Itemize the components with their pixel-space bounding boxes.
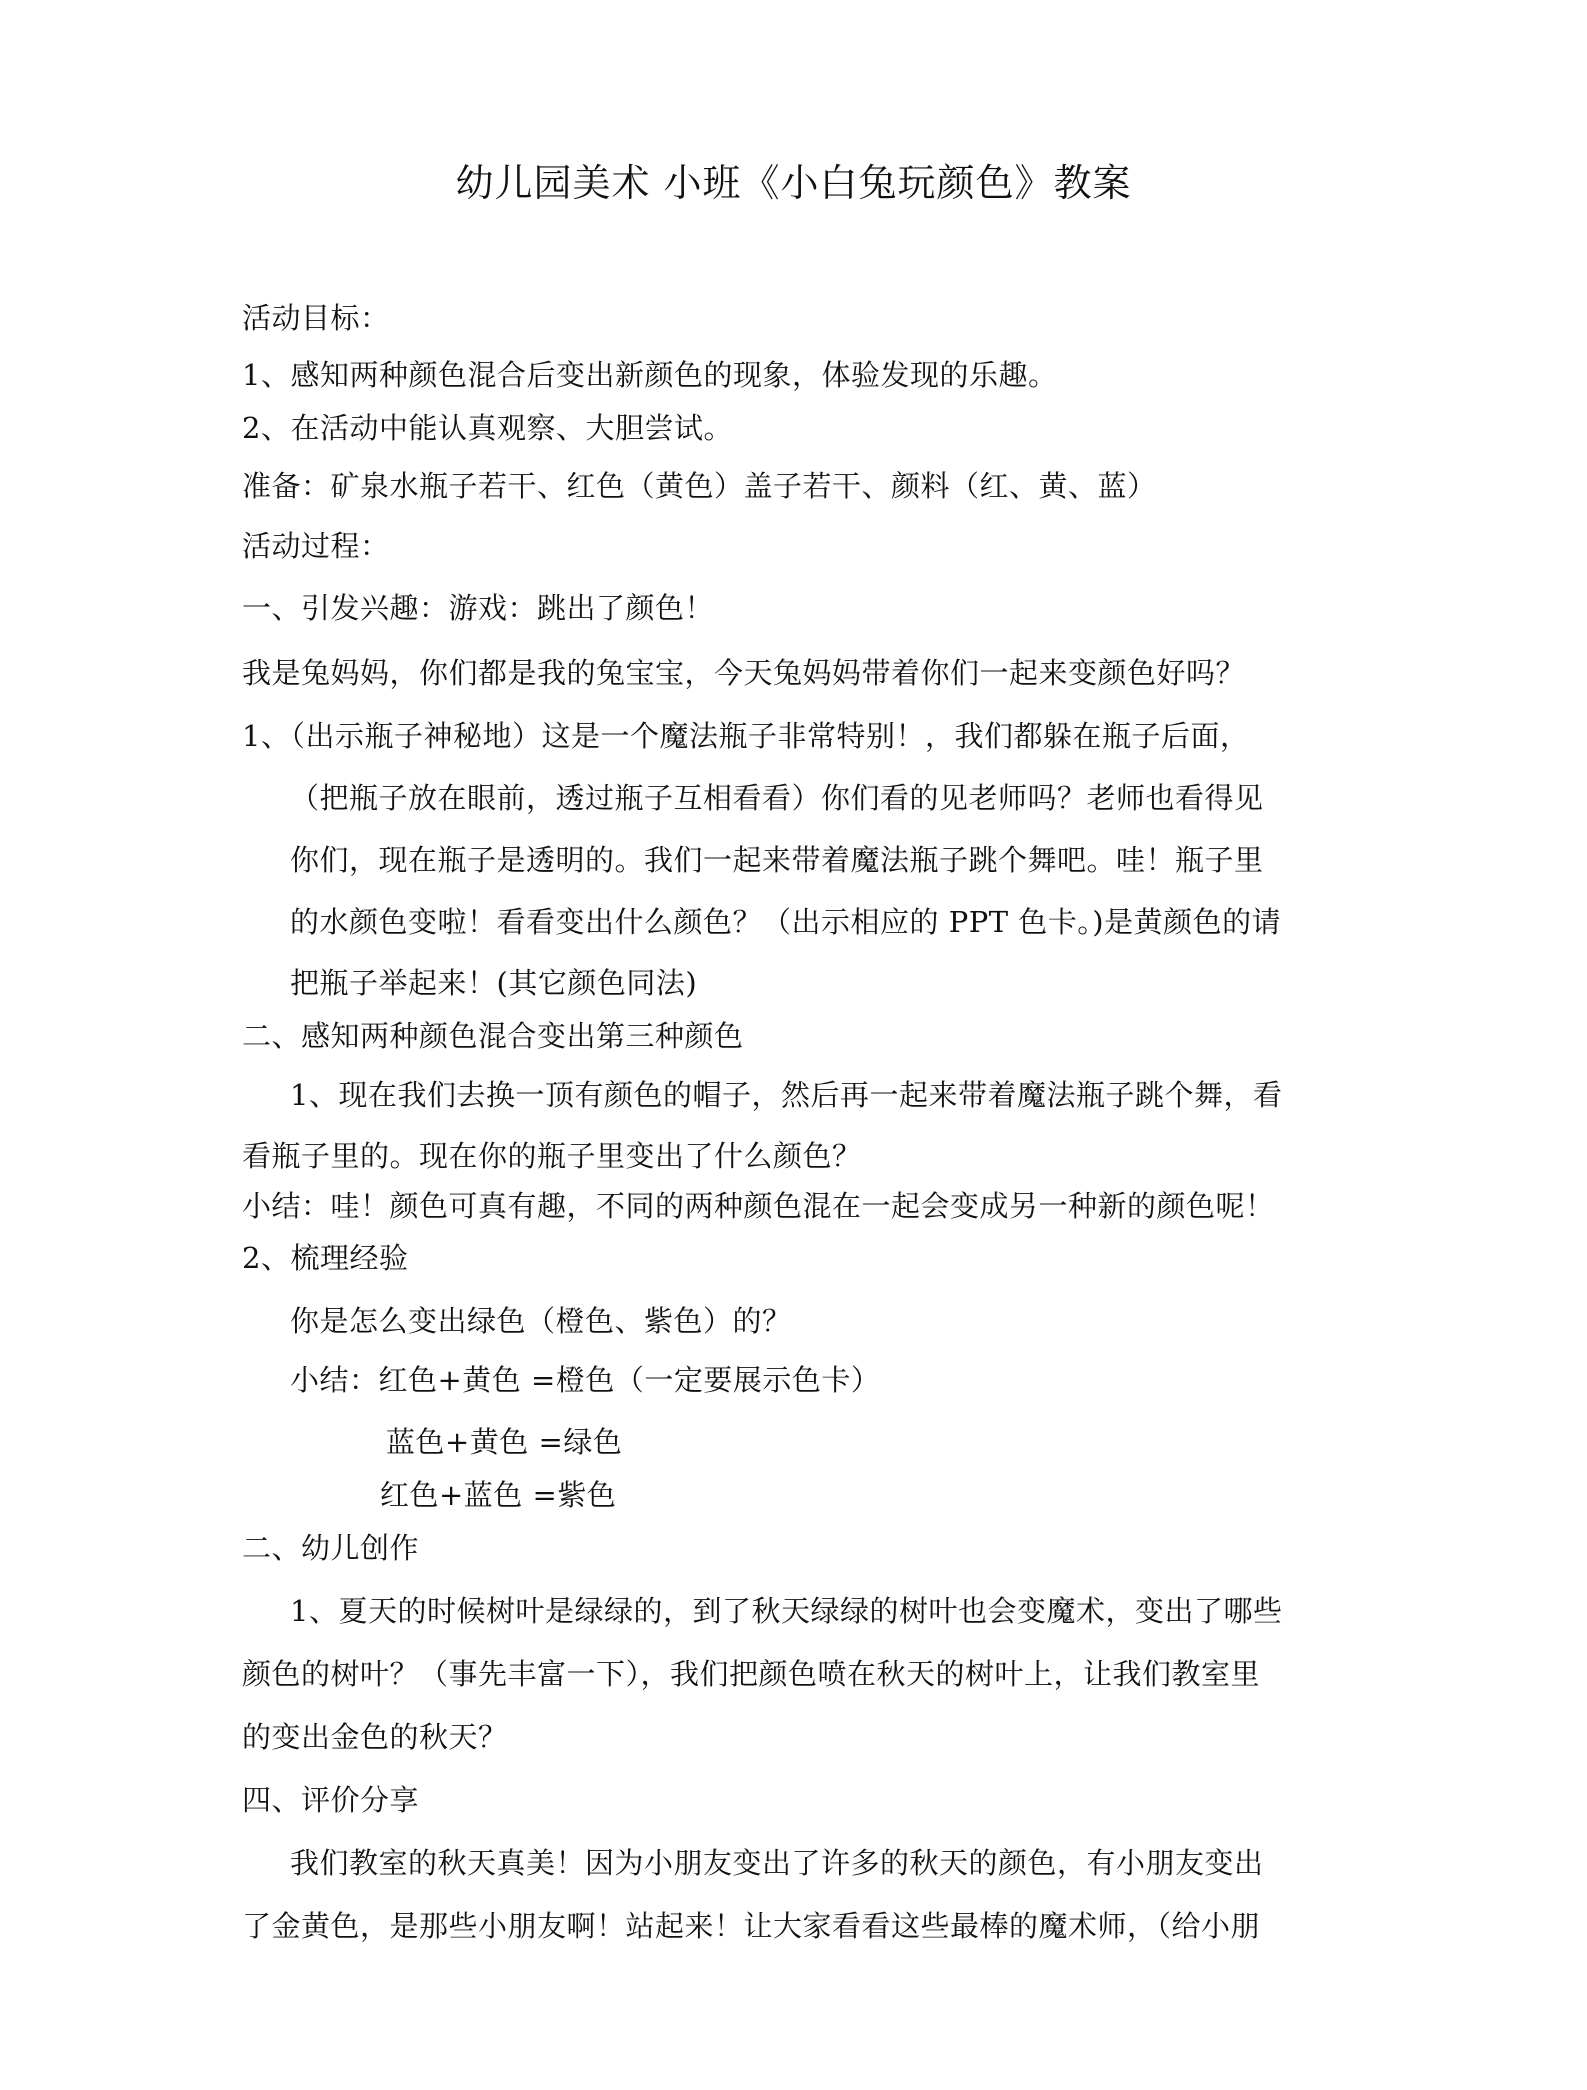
document-title: 幼儿园美术 小班《小白兔玩颜色》教案 (455, 161, 1132, 205)
paragraph-line: 你是怎么变出绿色（橙色、紫色）的？ (290, 1304, 792, 1338)
section-heading-process: 活动过程： (242, 529, 390, 563)
step-heading-2: 二、感知两种颜色混合变出第三种颜色 (242, 1019, 744, 1053)
paragraph-line: 1、现在我们去换一顶有颜色的帽子，然后再一起来带着魔法瓶子跳个舞，看 (290, 1078, 1283, 1112)
summary-line: 小结：哇！颜色可真有趣，不同的两种颜色混在一起会变成另一种新的颜色呢！ (242, 1189, 1275, 1223)
summary-line: 小结：红色+黄色 =橙色（一定要展示色卡） (290, 1363, 881, 1397)
paragraph-line: （把瓶子放在眼前，透过瓶子互相看看）你们看的见老师吗？老师也看得见 (290, 781, 1264, 815)
goal-item-2: 2、在活动中能认真观察、大胆尝试。 (242, 411, 733, 445)
paragraph-line: 把瓶子举起来！(其它颜色同法) (290, 966, 698, 1000)
paragraph-line: 看瓶子里的。现在你的瓶子里变出了什么颜色？ (242, 1139, 862, 1173)
paragraph-line: 的变出金色的秋天？ (242, 1720, 508, 1754)
step-heading-3: 二、幼儿创作 (242, 1531, 420, 1565)
section-heading-goals: 活动目标： (242, 301, 390, 335)
sub-heading-experience: 2、梳理经验 (242, 1241, 409, 1275)
paragraph-line: 1、（出示瓶子神秘地）这是一个魔法瓶子非常特别！，我们都躲在瓶子后面， (242, 719, 1250, 753)
paragraph-line: 颜色的树叶？（事先丰富一下），我们把颜色喷在秋天的树叶上，让我们教室里 (242, 1657, 1261, 1691)
step-heading-1: 一、引发兴趣：游戏：跳出了颜色！ (242, 591, 715, 625)
paragraph-line: 我们教室的秋天真美！因为小朋友变出了许多的秋天的颜色，有小朋友变出 (290, 1846, 1264, 1880)
paragraph-line: 了金黄色，是那些小朋友啊！站起来！让大家看看这些最棒的魔术师，（给小朋 (242, 1909, 1261, 1943)
paragraph-line: 1、夏天的时候树叶是绿绿的，到了秋天绿绿的树叶也会变魔术，变出了哪些 (290, 1594, 1283, 1628)
color-formula-line: 红色+蓝色 =紫色 (380, 1478, 617, 1512)
paragraph-line: 的水颜色变啦！看看变出什么颜色？（出示相应的 PPT 色卡。)是黄颜色的请 (290, 905, 1282, 939)
goal-item-1: 1、感知两种颜色混合后变出新颜色的现象，体验发现的乐趣。 (242, 358, 1058, 392)
paragraph-line: 我是兔妈妈，你们都是我的兔宝宝，今天兔妈妈带着你们一起来变颜色好吗？ (242, 656, 1246, 690)
preparation-line: 准备：矿泉水瓶子若干、红色（黄色）盖子若干、颜料（红、黄、蓝） (242, 469, 1157, 503)
paragraph-line: 你们，现在瓶子是透明的。我们一起来带着魔法瓶子跳个舞吧。哇！瓶子里 (290, 843, 1264, 877)
color-formula-line: 蓝色+黄色 =绿色 (386, 1425, 623, 1459)
step-heading-4: 四、评价分享 (242, 1783, 420, 1817)
